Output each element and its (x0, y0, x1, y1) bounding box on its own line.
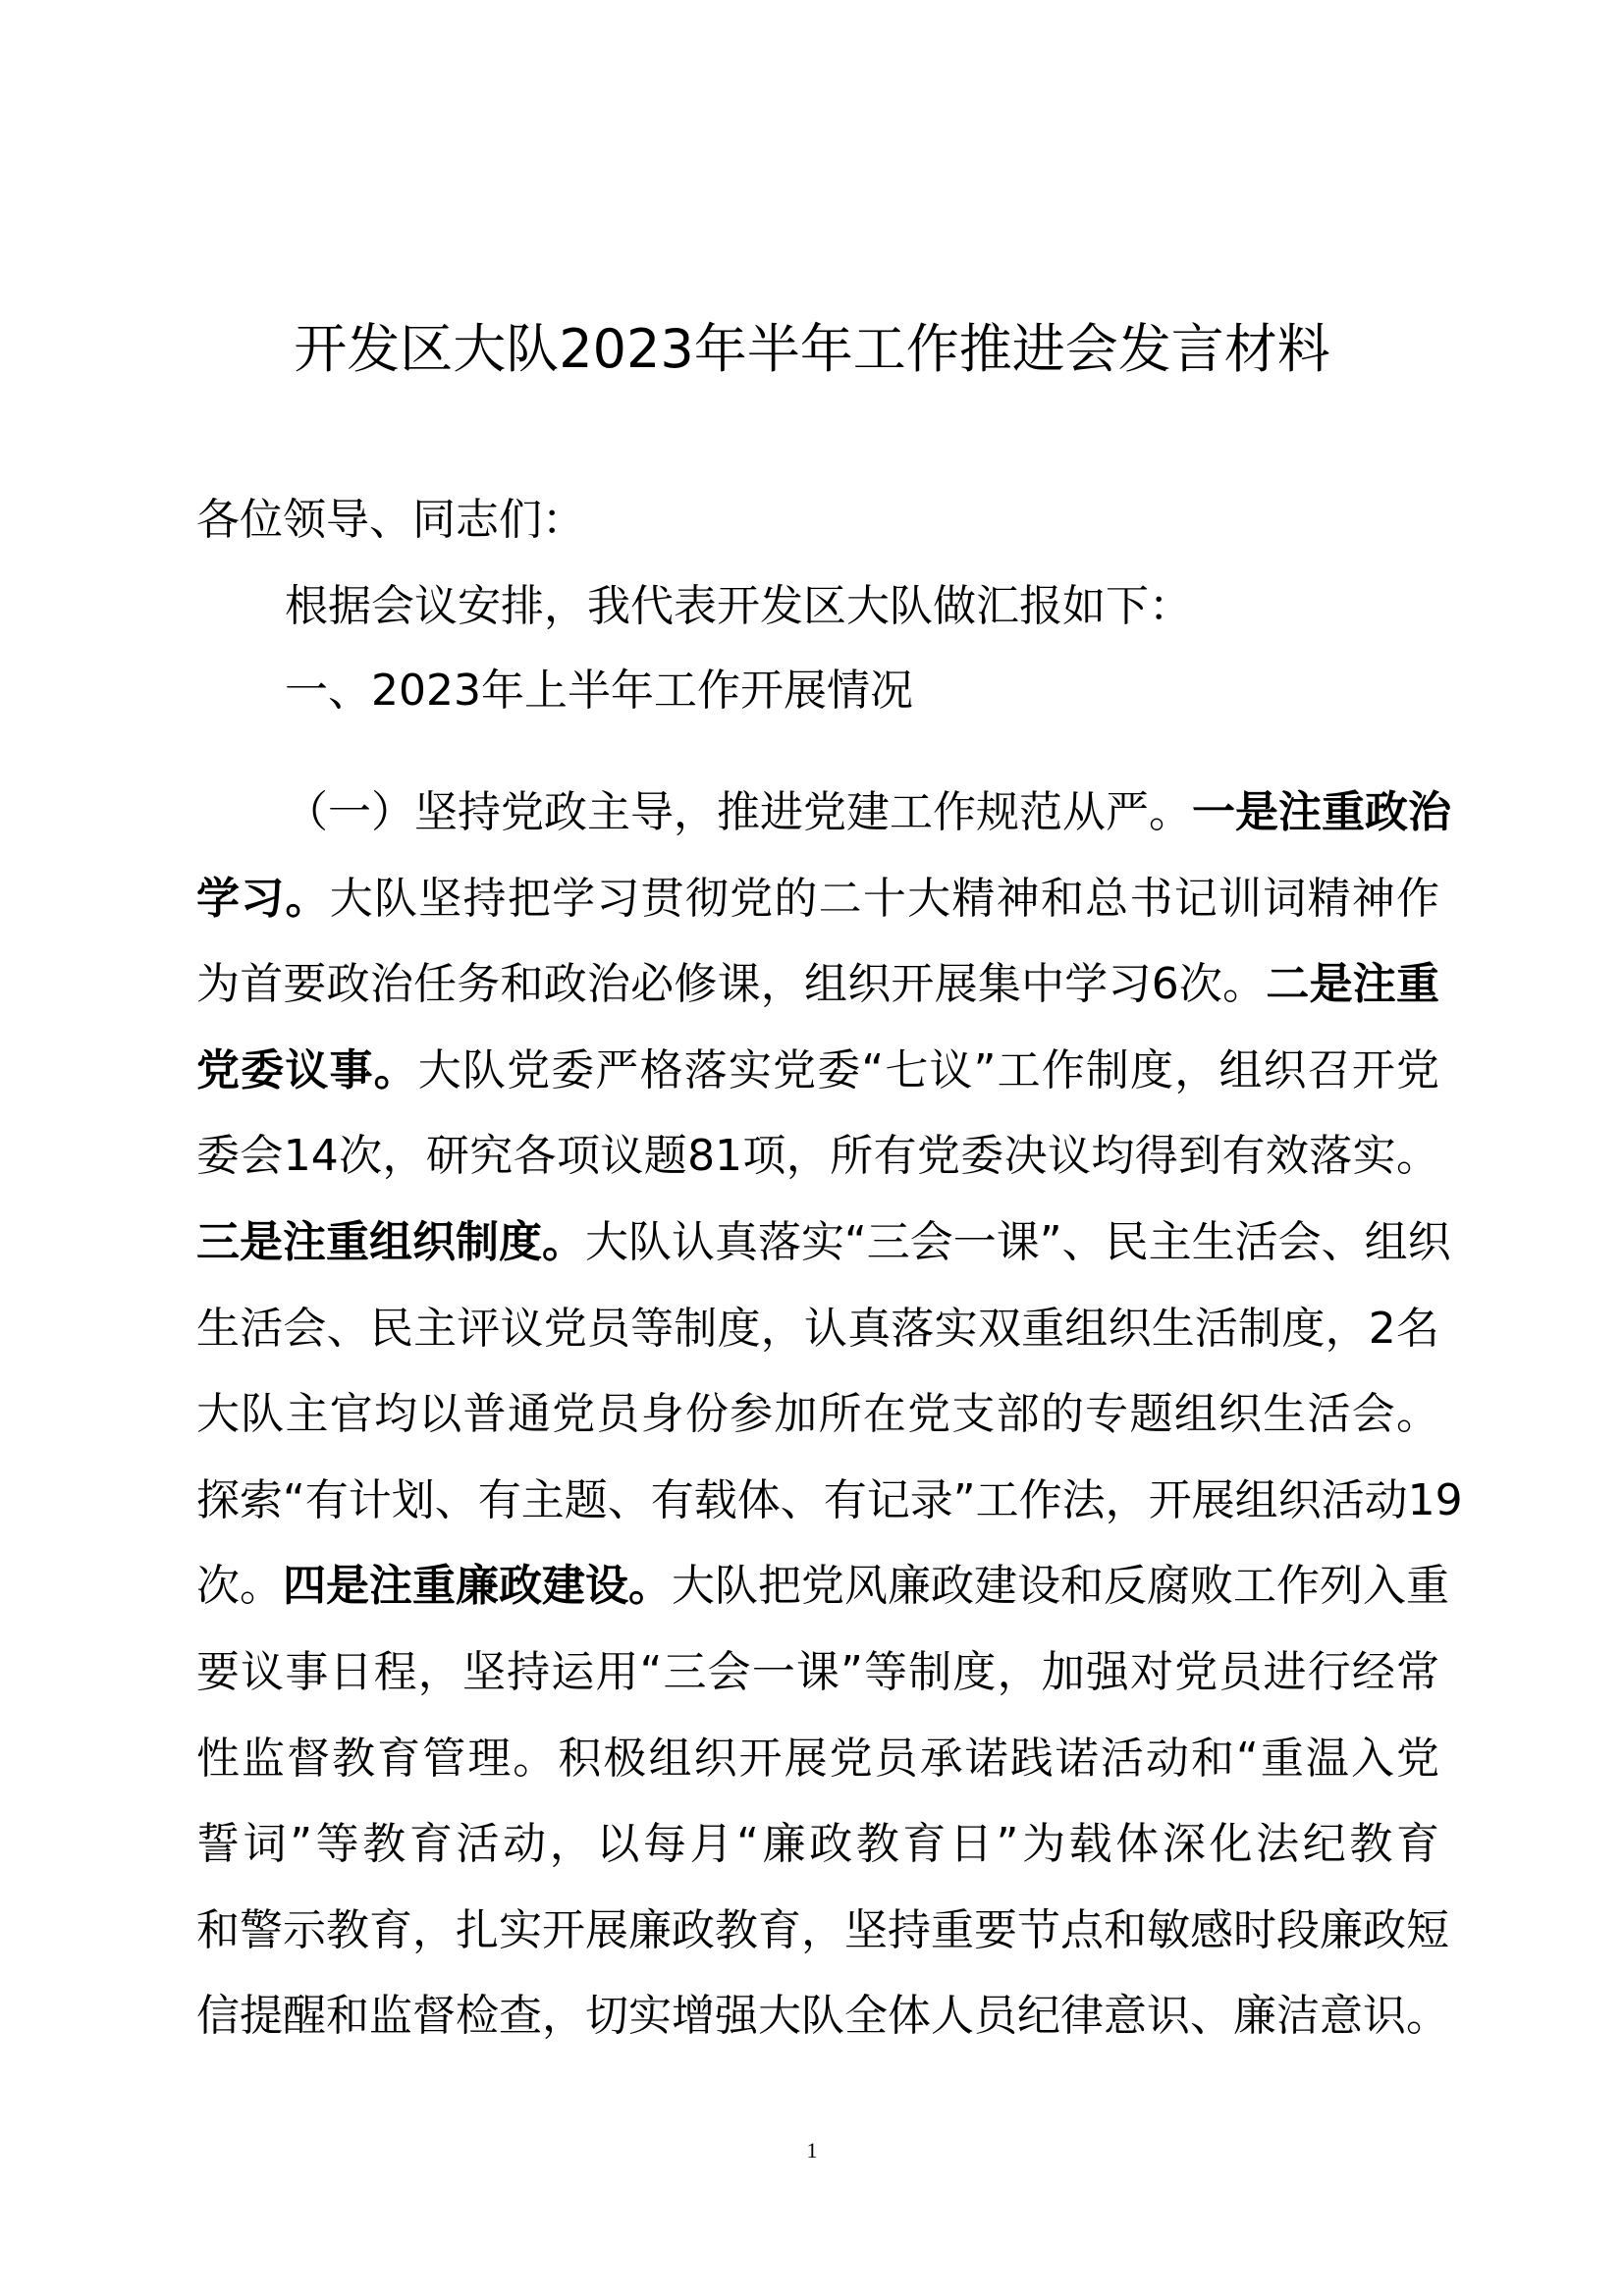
body-text: 委会14次，研究各项议题81项，所有党委决议均得到有效落实。 (196, 1131, 1439, 1182)
paragraph-line (196, 1817, 1439, 1872)
body-text: 大队党委严格落实党委“七议”工作制度，组织召开党 (417, 1044, 1440, 1095)
bold-subheading: 三是注重组织制度。 (196, 1217, 585, 1267)
body-text: （一）坚持党政主导，推进党建工作规范从严。 (285, 787, 1192, 837)
body-text: 探索“有计划、有主题、有载体、有记录”工作法，开展组织活动19 (196, 1474, 1463, 1525)
body-text: 次。 (196, 1561, 283, 1612)
document-title: 开发区大队2023年半年工作推进会发言材料 (294, 318, 1330, 380)
bold-subheading: 四是注重廉政建设。 (283, 1561, 672, 1612)
body-text: 和警示教育，扎实开展廉政教育，坚持重要节点和敏感时段廉政短 (196, 1904, 1449, 1955)
body-text: 信提醒和监督检查，切实增强大队全体人员纪律意识、廉洁意识。 (196, 1991, 1449, 2042)
paragraph-line (196, 1989, 1449, 2044)
bold-subheading: 一是注重政治 (1192, 787, 1451, 837)
paragraph-line (196, 1129, 1439, 1184)
body-text: 大队坚持把学习贯彻党的二十大精神和总书记训词精神作 (329, 873, 1440, 924)
body-text: 誓词”等教育活动，以每月“廉政教育日”为载体深化法纪教育 (196, 1819, 1439, 1870)
paragraph-line (196, 1043, 1439, 1098)
paragraph-line (196, 1473, 1463, 1528)
page-number: 1 (806, 2138, 818, 2163)
section-heading: 一、2023年上半年工作开展情况 (285, 666, 913, 716)
bold-subheading: 党委议事。 (196, 1044, 418, 1095)
body-text: 要议事日程，坚持运用“三会一课”等制度，加强对党员进行经常 (196, 1647, 1439, 1697)
paragraph-line (196, 872, 1439, 927)
bold-subheading: 学习。 (196, 873, 330, 924)
paragraph-line (285, 785, 1451, 840)
paragraph-line (196, 1387, 1439, 1442)
paragraph-line (196, 1903, 1449, 1958)
intro-text: 根据会议安排，我代表开发区大队做汇报如下： (285, 581, 1192, 631)
paragraph-line (196, 1215, 1451, 1270)
paragraph-line (196, 1302, 1439, 1357)
body-text: 性监督教育管理。积极组织开展党员承诺践诺活动和“重温入党 (196, 1733, 1439, 1784)
paragraph-line (196, 1732, 1439, 1787)
salutation: 各位领导、同志们： (196, 495, 585, 545)
body-text: 大队认真落实“三会一课”、民主生活会、组织 (585, 1217, 1451, 1267)
body-text: 大队把党风廉政建设和反腐败工作列入重 (672, 1561, 1449, 1612)
bold-subheading: 二是注重 (1266, 959, 1440, 1010)
body-text: 生活会、民主评议党员等制度，认真落实双重组织生活制度，2名 (196, 1303, 1439, 1354)
paragraph-line (196, 1559, 1449, 1614)
paragraph-line (196, 957, 1439, 1012)
body-text: 大队主官均以普通党员身份参加所在党支部的专题组织生活会。 (196, 1389, 1439, 1440)
paragraph-line (196, 1645, 1439, 1700)
body-text: 为首要政治任务和政治必修课，组织开展集中学习6次。 (196, 959, 1267, 1010)
